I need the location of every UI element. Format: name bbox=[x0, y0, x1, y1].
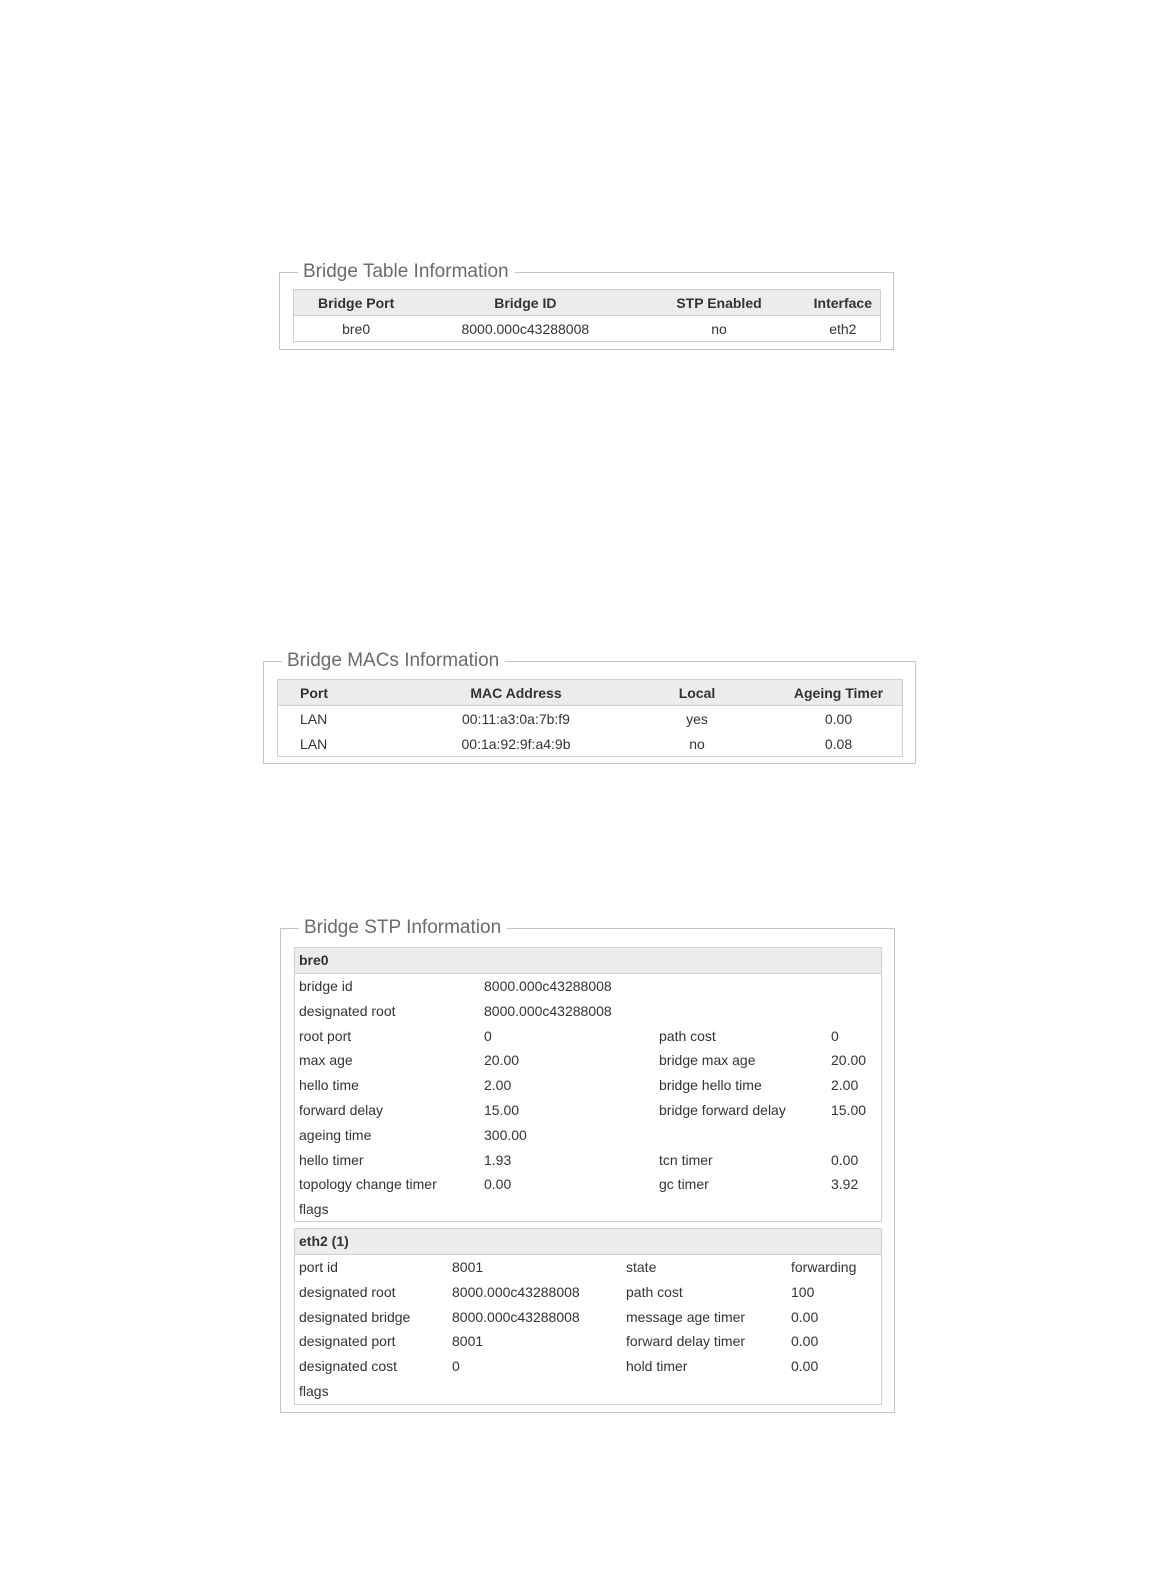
stp-row bbox=[295, 999, 881, 1024]
stp-label-2: hold timer bbox=[626, 1358, 688, 1375]
stp-bre0-block bbox=[294, 947, 882, 1222]
col-ageing-timer: Ageing Timer bbox=[775, 680, 902, 706]
stp-label-2: bridge max age bbox=[659, 1052, 756, 1069]
col-bridge-port: Bridge Port bbox=[294, 290, 418, 316]
stp-value-2: 100 bbox=[791, 1283, 815, 1300]
col-mac-address: MAC Address bbox=[413, 680, 619, 706]
cell-ageing-timer: 0.00 bbox=[824, 710, 853, 727]
cell-stp-enabled: no bbox=[711, 320, 727, 337]
cell-local: no bbox=[689, 735, 705, 752]
cell-port: LAN bbox=[300, 735, 328, 752]
col-stp-enabled: STP Enabled bbox=[632, 290, 805, 316]
stp-label-2: path cost bbox=[659, 1027, 716, 1044]
stp-value: 0 bbox=[484, 1027, 492, 1044]
bridge-macs-title: Bridge MACs Information bbox=[282, 649, 505, 673]
stp-bre0-header: bre0 bbox=[295, 948, 881, 974]
stp-row bbox=[295, 1172, 881, 1197]
cell-mac-address: 00:11:a3:0a:7b:f9 bbox=[462, 710, 570, 727]
stp-label-2: message age timer bbox=[626, 1308, 746, 1325]
stp-row bbox=[295, 1073, 881, 1098]
stp-value: 20.00 bbox=[484, 1052, 520, 1069]
bridge-table-panel bbox=[279, 261, 894, 350]
stp-value: 1.93 bbox=[484, 1151, 512, 1168]
cell-mac-address: 00:1a:92:9f:a4:9b bbox=[461, 735, 571, 752]
stp-label-2: tcn timer bbox=[659, 1151, 713, 1168]
col-port: Port bbox=[278, 680, 413, 706]
bridge-stp-panel bbox=[280, 917, 895, 1413]
stp-value-2: 0 bbox=[831, 1027, 839, 1044]
stp-row bbox=[295, 1280, 881, 1305]
stp-value-2: 0.00 bbox=[831, 1151, 859, 1168]
stp-label: designated bridge bbox=[299, 1308, 411, 1325]
stp-row bbox=[295, 1305, 881, 1330]
table-row bbox=[278, 731, 902, 756]
stp-label: ageing time bbox=[299, 1126, 372, 1143]
stp-label: hello time bbox=[299, 1077, 359, 1094]
stp-label: hello timer bbox=[299, 1151, 364, 1168]
stp-value-2: 2.00 bbox=[831, 1077, 859, 1094]
stp-value: 2.00 bbox=[484, 1077, 512, 1094]
stp-value-2: 20.00 bbox=[831, 1052, 867, 1069]
stp-label: forward delay bbox=[299, 1101, 384, 1118]
cell-port: LAN bbox=[300, 710, 328, 727]
stp-value: 8001 bbox=[452, 1333, 484, 1350]
stp-value-2: 0.00 bbox=[791, 1333, 819, 1350]
stp-row bbox=[295, 1354, 881, 1379]
table-row bbox=[294, 316, 880, 342]
bridge-macs-grid bbox=[277, 679, 903, 757]
stp-value: 8000.000c43288008 bbox=[484, 1002, 612, 1019]
stp-label: flags bbox=[299, 1201, 329, 1218]
stp-value-2: forwarding bbox=[791, 1259, 857, 1275]
col-local: Local bbox=[619, 680, 775, 706]
stp-label: flags bbox=[299, 1382, 329, 1399]
cell-interface: eth2 bbox=[829, 320, 857, 337]
cell-local: yes bbox=[686, 710, 708, 727]
stp-eth2-block bbox=[294, 1228, 882, 1405]
stp-value-2: 3.92 bbox=[831, 1176, 859, 1193]
stp-value: 0 bbox=[452, 1358, 460, 1375]
stp-label-2: bridge forward delay bbox=[659, 1101, 786, 1118]
col-bridge-id: Bridge ID bbox=[418, 290, 632, 316]
bridge-table-grid bbox=[293, 289, 881, 342]
stp-row bbox=[295, 1123, 881, 1148]
stp-value: 8000.000c43288008 bbox=[452, 1308, 580, 1325]
stp-label: designated root bbox=[299, 1283, 396, 1300]
stp-value: 8000.000c43288008 bbox=[452, 1283, 580, 1300]
stp-eth2-header: eth2 (1) bbox=[295, 1229, 881, 1255]
bridge-stp-title: Bridge STP Information bbox=[299, 916, 507, 940]
stp-value-2: 0.00 bbox=[791, 1308, 819, 1325]
stp-row bbox=[295, 974, 881, 999]
stp-value: 8001 bbox=[452, 1259, 484, 1275]
bridge-table-title: Bridge Table Information bbox=[298, 260, 515, 284]
stp-row bbox=[295, 1197, 881, 1222]
stp-row bbox=[295, 1024, 881, 1049]
stp-label: bridge id bbox=[299, 978, 353, 994]
stp-value: 15.00 bbox=[484, 1101, 520, 1118]
stp-row bbox=[295, 1255, 881, 1280]
cell-ageing-timer: 0.08 bbox=[824, 735, 853, 752]
stp-label-2: forward delay timer bbox=[626, 1333, 746, 1350]
col-interface: Interface bbox=[806, 290, 880, 316]
stp-row bbox=[295, 1048, 881, 1073]
stp-row bbox=[295, 1148, 881, 1173]
stp-label: max age bbox=[299, 1052, 353, 1069]
stp-label: port id bbox=[299, 1259, 338, 1275]
stp-value-2: 15.00 bbox=[831, 1101, 867, 1118]
stp-label: designated port bbox=[299, 1333, 396, 1350]
stp-value: 0.00 bbox=[484, 1176, 512, 1193]
table-row bbox=[278, 706, 902, 732]
stp-label: designated cost bbox=[299, 1358, 398, 1375]
stp-label-2: path cost bbox=[626, 1283, 683, 1300]
stp-value: 8000.000c43288008 bbox=[484, 978, 612, 994]
stp-label: root port bbox=[299, 1027, 352, 1044]
stp-label-2: state bbox=[626, 1259, 657, 1275]
cell-bridge-id: 8000.000c43288008 bbox=[461, 320, 590, 337]
stp-label: designated root bbox=[299, 1002, 396, 1019]
stp-value-2: 0.00 bbox=[791, 1358, 819, 1375]
stp-row bbox=[295, 1379, 881, 1404]
stp-row bbox=[295, 1098, 881, 1123]
stp-label-2: gc timer bbox=[659, 1176, 709, 1193]
stp-label-2: bridge hello time bbox=[659, 1077, 762, 1094]
bridge-macs-panel bbox=[263, 650, 916, 764]
cell-bridge-port: bre0 bbox=[342, 320, 371, 337]
stp-value: 300.00 bbox=[484, 1126, 527, 1143]
stp-label: topology change timer bbox=[299, 1176, 437, 1193]
stp-row bbox=[295, 1329, 881, 1354]
